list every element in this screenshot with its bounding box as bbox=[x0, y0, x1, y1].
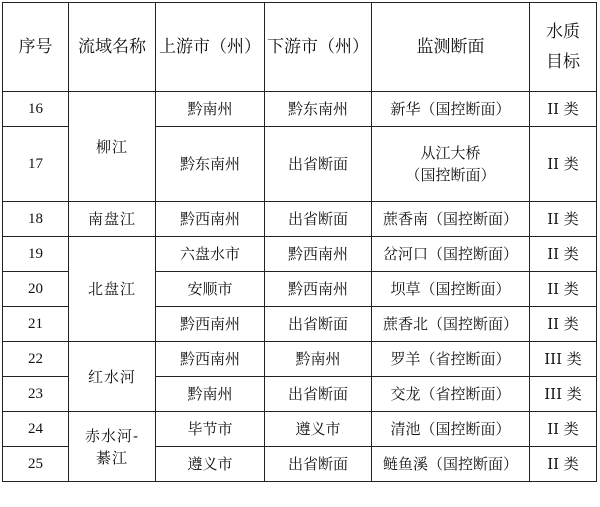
downstream-cell: 黔南州 bbox=[265, 342, 372, 377]
header-target-line1: 水质 bbox=[546, 22, 580, 42]
basin-cell bbox=[69, 412, 156, 482]
seq-cell: 18 bbox=[3, 202, 69, 237]
upstream-cell: 黔东南州 bbox=[156, 127, 265, 202]
section-cell: 新华（国控断面） bbox=[372, 92, 530, 127]
basin-cell: 北盘江 bbox=[69, 237, 156, 342]
downstream-cell: 遵义市 bbox=[265, 412, 372, 447]
target-cell: II 类 bbox=[530, 202, 597, 237]
downstream-cell: 黔西南州 bbox=[265, 237, 372, 272]
downstream-cell: 出省断面 bbox=[265, 127, 372, 202]
section-line2: （国控断面） bbox=[405, 166, 496, 184]
downstream-cell: 出省断面 bbox=[265, 307, 372, 342]
section-cell: 蔗香南（国控断面） bbox=[372, 202, 530, 237]
header-seq: 序号 bbox=[3, 3, 69, 92]
seq-cell: 25 bbox=[3, 447, 69, 482]
upstream-cell: 遵义市 bbox=[156, 447, 265, 482]
basin-cell: 南盘江 bbox=[69, 202, 156, 237]
basin-cell: 红水河 bbox=[69, 342, 156, 412]
downstream-cell: 出省断面 bbox=[265, 447, 372, 482]
table-row bbox=[3, 412, 597, 447]
upstream-cell: 黔西南州 bbox=[156, 342, 265, 377]
upstream-cell: 安顺市 bbox=[156, 272, 265, 307]
section-cell: 交龙（省控断面） bbox=[372, 377, 530, 412]
water-quality-table bbox=[2, 2, 597, 482]
basin-line1: 赤水河- bbox=[84, 426, 140, 445]
header-basin: 流域名称 bbox=[69, 3, 156, 92]
downstream-cell: 出省断面 bbox=[265, 377, 372, 412]
header-target-line2: 目标 bbox=[546, 52, 580, 72]
seq-cell: 19 bbox=[3, 237, 69, 272]
seq-cell: 23 bbox=[3, 377, 69, 412]
target-cell: II 类 bbox=[530, 272, 597, 307]
section-cell: 岔河口（国控断面） bbox=[372, 237, 530, 272]
downstream-cell: 出省断面 bbox=[265, 202, 372, 237]
target-cell: II 类 bbox=[530, 92, 597, 127]
section-cell bbox=[372, 127, 530, 202]
seq-cell: 20 bbox=[3, 272, 69, 307]
upstream-cell: 毕节市 bbox=[156, 412, 265, 447]
section-cell: 罗羊（省控断面） bbox=[372, 342, 530, 377]
basin-cell: 柳江 bbox=[69, 92, 156, 202]
section-cell: 坝草（国控断面） bbox=[372, 272, 530, 307]
target-cell: II 类 bbox=[530, 412, 597, 447]
basin-line2: 綦江 bbox=[95, 448, 128, 467]
target-cell: III 类 bbox=[530, 377, 597, 412]
upstream-cell: 六盘水市 bbox=[156, 237, 265, 272]
seq-cell: 24 bbox=[3, 412, 69, 447]
downstream-cell: 黔西南州 bbox=[265, 272, 372, 307]
upstream-cell: 黔西南州 bbox=[156, 307, 265, 342]
target-cell: III 类 bbox=[530, 342, 597, 377]
header-downstream: 下游市（州） bbox=[265, 3, 372, 92]
target-cell: II 类 bbox=[530, 237, 597, 272]
header-target bbox=[530, 3, 597, 92]
target-cell: II 类 bbox=[530, 127, 597, 202]
table-row bbox=[3, 237, 597, 272]
seq-cell: 17 bbox=[3, 127, 69, 202]
upstream-cell: 黔西南州 bbox=[156, 202, 265, 237]
downstream-cell: 黔东南州 bbox=[265, 92, 372, 127]
target-cell: II 类 bbox=[530, 447, 597, 482]
table-row bbox=[3, 92, 597, 127]
header-upstream: 上游市（州） bbox=[156, 3, 265, 92]
table-row bbox=[3, 202, 597, 237]
table-row bbox=[3, 342, 597, 377]
seq-cell: 22 bbox=[3, 342, 69, 377]
section-cell: 清池（国控断面） bbox=[372, 412, 530, 447]
upstream-cell: 黔南州 bbox=[156, 377, 265, 412]
header-row bbox=[3, 3, 597, 92]
seq-cell: 16 bbox=[3, 92, 69, 127]
header-section: 监测断面 bbox=[372, 3, 530, 92]
section-cell: 蔗香北（国控断面） bbox=[372, 307, 530, 342]
section-line1: 从江大桥 bbox=[420, 144, 481, 162]
seq-cell: 21 bbox=[3, 307, 69, 342]
target-cell: II 类 bbox=[530, 307, 597, 342]
section-cell: 鲢鱼溪（国控断面） bbox=[372, 447, 530, 482]
upstream-cell: 黔南州 bbox=[156, 92, 265, 127]
